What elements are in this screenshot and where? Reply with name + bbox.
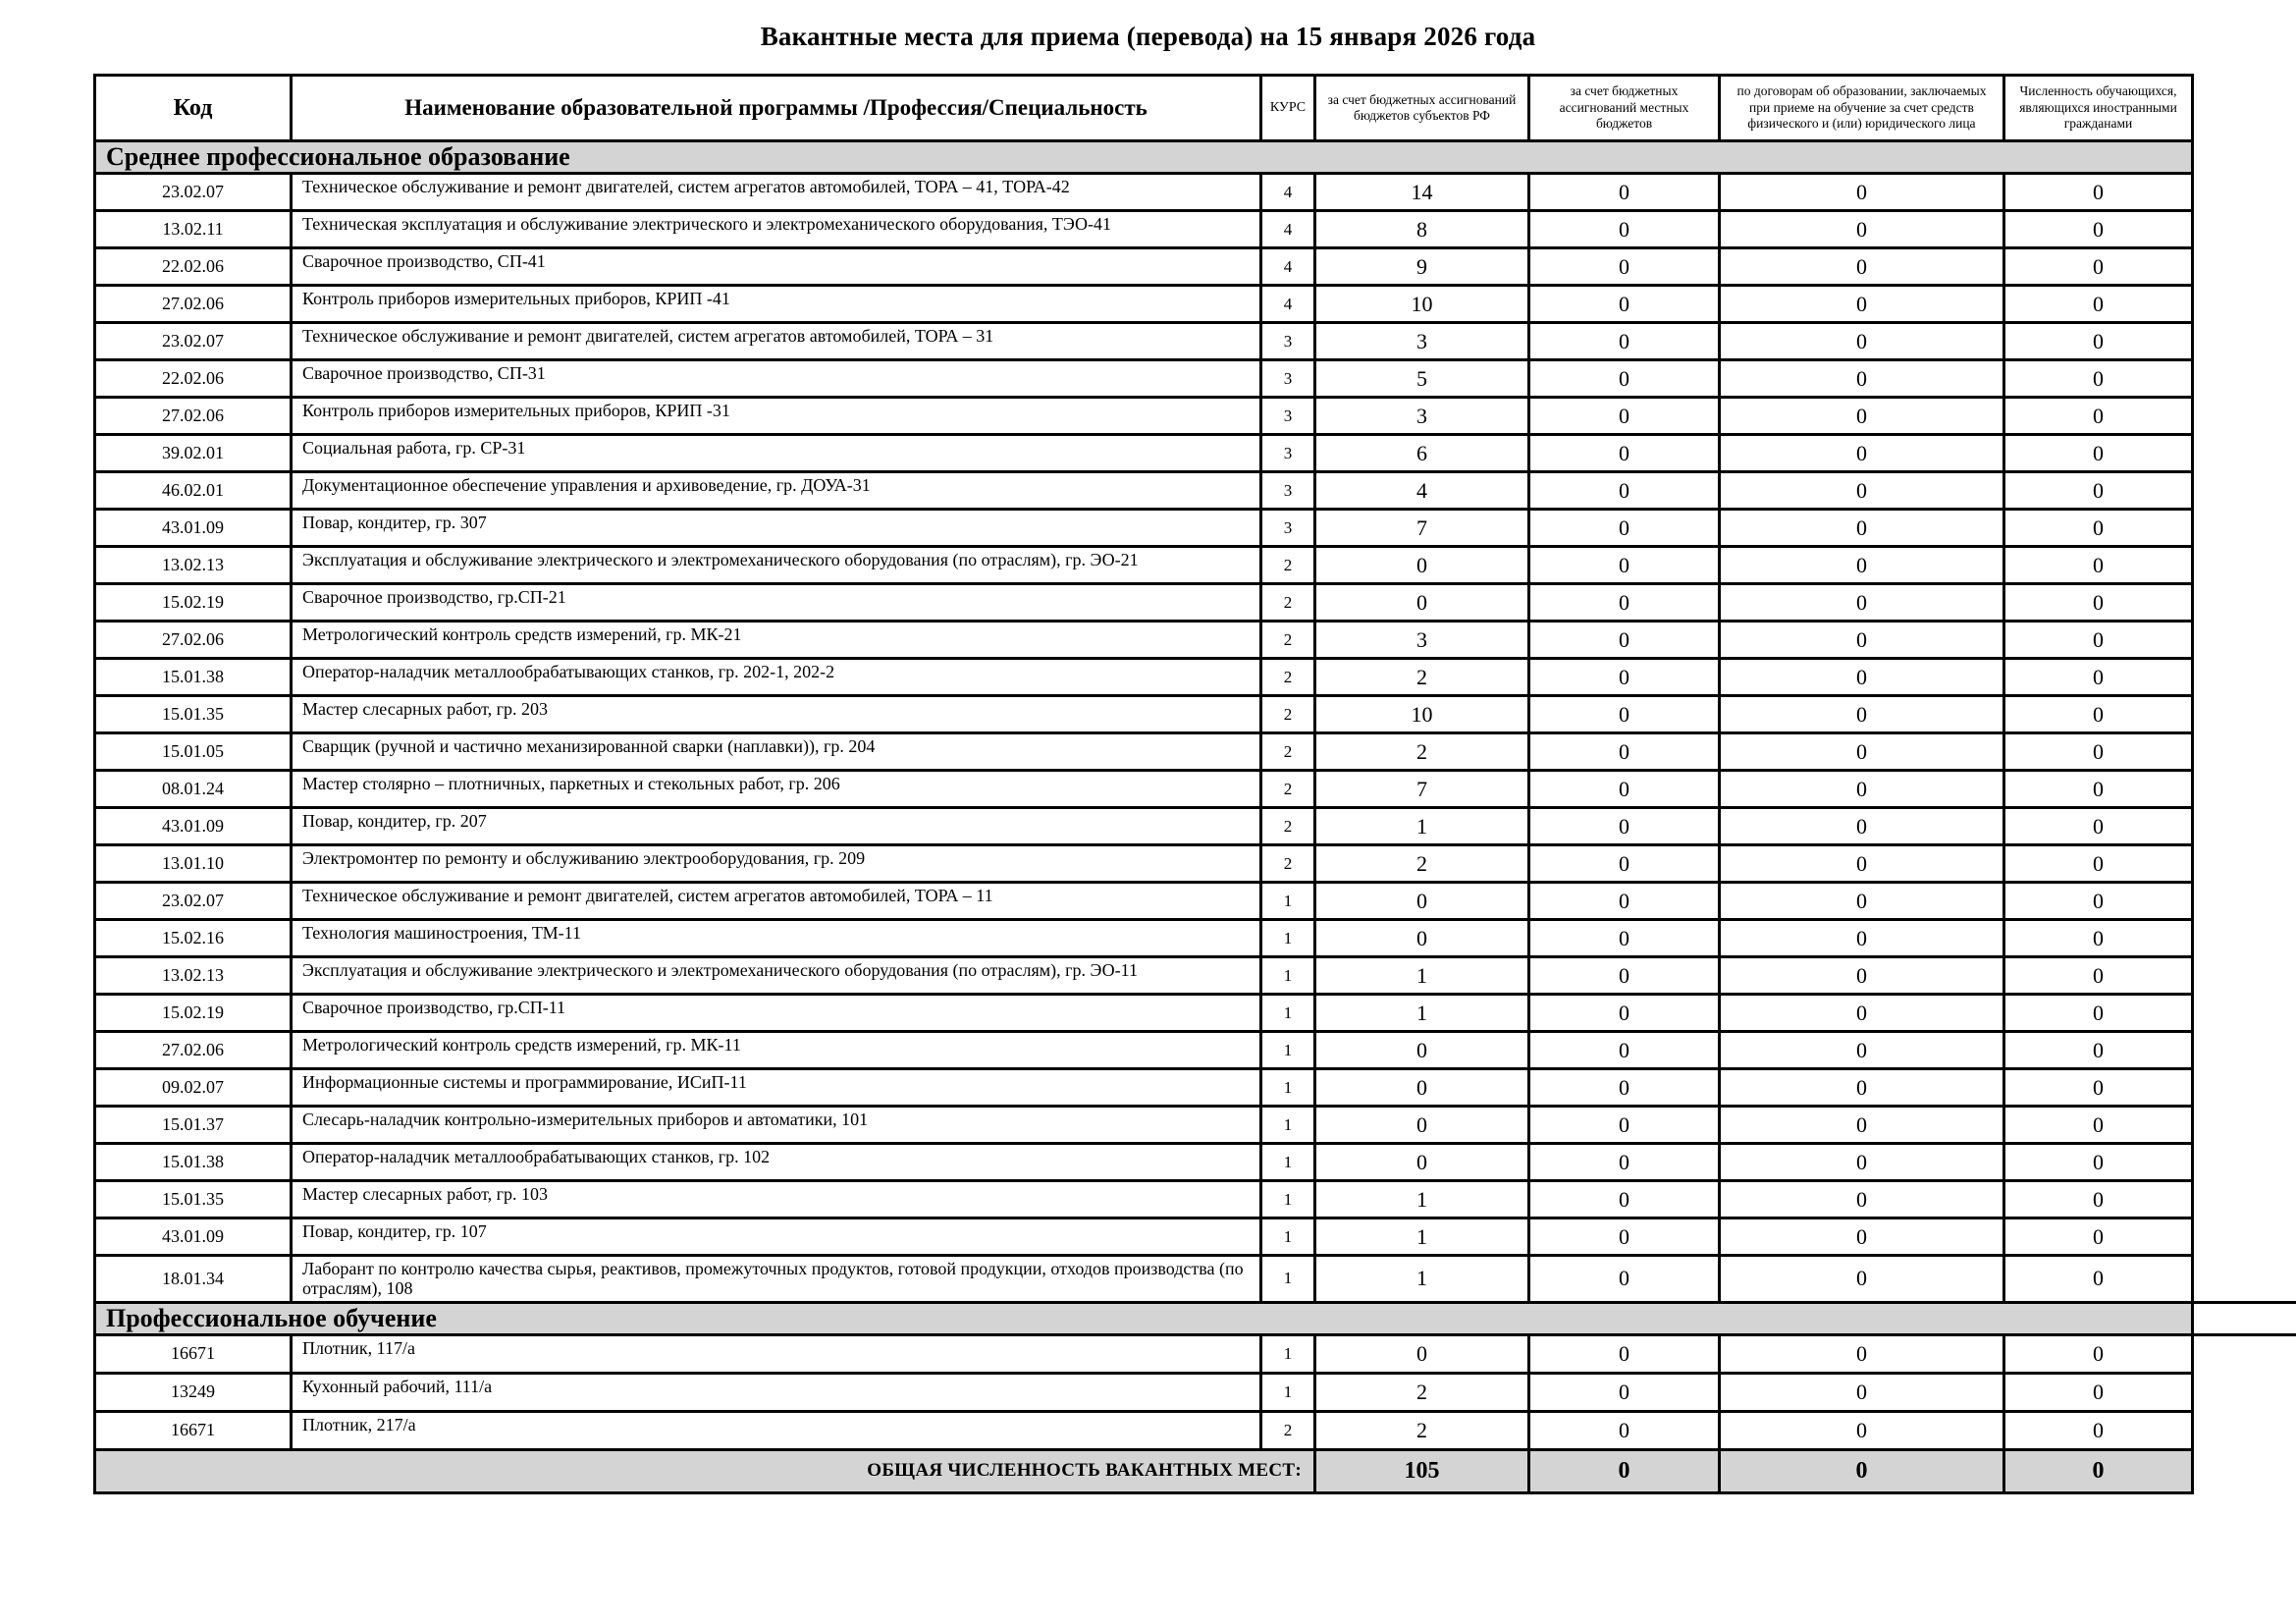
- value-cell: 0: [1720, 1032, 2004, 1069]
- contract-column-header: по договорам об образовании, заключаемых при приеме на обучение за счет средств физического и (или) юридического лица: [1720, 76, 2004, 141]
- table-row: [95, 323, 2193, 360]
- value-cell: 10: [1315, 696, 1529, 733]
- value-cell: 0: [1720, 510, 2004, 547]
- table-row: [95, 995, 2193, 1032]
- value-cell: 0: [1529, 398, 1720, 435]
- course-cell: 2: [1261, 845, 1315, 883]
- value-cell: 0: [1529, 1411, 1720, 1449]
- program-name-cell: Эксплуатация и обслуживание электрического и электромеханического оборудования (по отраслям), гр. ЭО-11: [292, 957, 1261, 995]
- value-cell: 0: [1529, 472, 1720, 510]
- value-cell: 0: [1529, 696, 1720, 733]
- program-name-cell: Документационное обеспечение управления и архивоведение, гр. ДОУА-31: [292, 472, 1261, 510]
- document-title: Вакантные места для приема (перевода) на 15 января 2026 года: [760, 22, 1536, 51]
- program-name-cell: Технология машиностроения, ТМ-11: [292, 920, 1261, 957]
- code-cell: 13249: [95, 1373, 292, 1411]
- foreign-students-column-header: Численность обучающихся, являющихся иностранными гражданами: [2004, 76, 2193, 141]
- table-header-row: [95, 76, 2193, 141]
- value-cell: 3: [1315, 323, 1529, 360]
- table-row: [95, 584, 2193, 622]
- course-cell: 1: [1261, 1069, 1315, 1107]
- program-name-cell: Техническое обслуживание и ремонт двигателей, систем агрегатов автомобилей, ТОРА – 41, ТОРА-42: [292, 174, 1261, 211]
- table-row: [95, 920, 2193, 957]
- program-name-cell: Метрологический контроль средств измерений, гр. МК-11: [292, 1032, 1261, 1069]
- table-body: [95, 141, 2193, 1450]
- course-cell: 1: [1261, 1144, 1315, 1181]
- value-cell: 0: [1529, 622, 1720, 659]
- total-value-cell: 0: [2004, 1449, 2193, 1492]
- program-name-cell: Техническая эксплуатация и обслуживание электрического и электромеханического оборудования, ТЭО-41: [292, 211, 1261, 248]
- value-cell: 0: [1720, 920, 2004, 957]
- value-cell: 0: [1720, 174, 2004, 211]
- program-name-cell: Контроль приборов измерительных приборов, КРИП -41: [292, 286, 1261, 323]
- value-cell: 8: [1315, 211, 1529, 248]
- value-cell: 0: [2004, 771, 2193, 808]
- value-cell: 0: [1720, 547, 2004, 584]
- table-row: [95, 733, 2193, 771]
- code-cell: 27.02.06: [95, 1032, 292, 1069]
- value-cell: 2: [1315, 1411, 1529, 1449]
- value-cell: 0: [2004, 622, 2193, 659]
- value-cell: 7: [1315, 771, 1529, 808]
- regional-budget-column-header: за счет бюджетных ассигнований бюджетов субъектов РФ: [1315, 76, 1529, 141]
- value-cell: 2: [1315, 845, 1529, 883]
- value-cell: 0: [1529, 1032, 1720, 1069]
- value-cell: 0: [1720, 1334, 2004, 1373]
- code-cell: 13.02.11: [95, 211, 292, 248]
- program-name-cell: Плотник, 117/а: [292, 1334, 1261, 1373]
- code-cell: 39.02.01: [95, 435, 292, 472]
- value-cell: 0: [1720, 1256, 2004, 1303]
- value-cell: 4: [1315, 472, 1529, 510]
- edge-line: [2189, 1301, 2296, 1304]
- program-name-cell: Социальная работа, гр. СР-31: [292, 435, 1261, 472]
- code-cell: 18.01.34: [95, 1256, 292, 1303]
- value-cell: 0: [1529, 323, 1720, 360]
- value-cell: 0: [1529, 286, 1720, 323]
- code-cell: 15.01.35: [95, 696, 292, 733]
- value-cell: 0: [1720, 696, 2004, 733]
- value-cell: 0: [2004, 472, 2193, 510]
- value-cell: 2: [1315, 733, 1529, 771]
- value-cell: 0: [1529, 808, 1720, 845]
- program-name-cell: Мастер слесарных работ, гр. 203: [292, 696, 1261, 733]
- total-value-cell: 105: [1315, 1449, 1529, 1492]
- value-cell: 2: [1315, 1373, 1529, 1411]
- value-cell: 0: [2004, 248, 2193, 286]
- value-cell: 0: [1529, 1373, 1720, 1411]
- value-cell: 0: [1720, 1107, 2004, 1144]
- table-row: [95, 360, 2193, 398]
- value-cell: 0: [2004, 808, 2193, 845]
- code-cell: 23.02.07: [95, 883, 292, 920]
- value-cell: 0: [2004, 659, 2193, 696]
- code-cell: 27.02.06: [95, 398, 292, 435]
- program-name-cell: Оператор-наладчик металлообрабатывающих станков, гр. 202-1, 202-2: [292, 659, 1261, 696]
- code-cell: 13.02.13: [95, 547, 292, 584]
- value-cell: 0: [2004, 1032, 2193, 1069]
- value-cell: 5: [1315, 360, 1529, 398]
- value-cell: 0: [1529, 957, 1720, 995]
- table-row: [95, 808, 2193, 845]
- course-cell: 2: [1261, 547, 1315, 584]
- value-cell: 0: [1720, 435, 2004, 472]
- course-cell: 2: [1261, 771, 1315, 808]
- program-name-cell: Сварочное производство, СП-41: [292, 248, 1261, 286]
- course-cell: 2: [1261, 696, 1315, 733]
- value-cell: 0: [1529, 1144, 1720, 1181]
- value-cell: 0: [1720, 360, 2004, 398]
- footer-row: [95, 1449, 2193, 1492]
- section-header-row: [95, 1302, 2193, 1334]
- program-name-cell: Сварщик (ручной и частично механизированной сварки (наплавки)), гр. 204: [292, 733, 1261, 771]
- value-cell: 0: [1529, 1334, 1720, 1373]
- value-cell: 7: [1315, 510, 1529, 547]
- local-budget-column-header: за счет бюджетных ассигнований местных бюджетов: [1529, 76, 1720, 141]
- value-cell: 1: [1315, 995, 1529, 1032]
- value-cell: 0: [1529, 211, 1720, 248]
- code-cell: 22.02.06: [95, 360, 292, 398]
- total-value-cell: 0: [1720, 1449, 2004, 1492]
- value-cell: 0: [1529, 659, 1720, 696]
- value-cell: 0: [2004, 920, 2193, 957]
- value-cell: 0: [2004, 584, 2193, 622]
- value-cell: 0: [2004, 323, 2193, 360]
- value-cell: 0: [2004, 1411, 2193, 1449]
- course-cell: 1: [1261, 1107, 1315, 1144]
- value-cell: 0: [2004, 174, 2193, 211]
- total-label-cell: ОБЩАЯ ЧИСЛЕННОСТЬ ВАКАНТНЫХ МЕСТ:: [95, 1449, 1315, 1492]
- course-cell: 1: [1261, 1218, 1315, 1256]
- course-cell: 1: [1261, 1373, 1315, 1411]
- value-cell: 0: [1315, 1069, 1529, 1107]
- table-row: [95, 883, 2193, 920]
- value-cell: 0: [2004, 883, 2193, 920]
- table-row: [95, 435, 2193, 472]
- program-name-cell: Повар, кондитер, гр. 307: [292, 510, 1261, 547]
- value-cell: 0: [1315, 1032, 1529, 1069]
- value-cell: 0: [2004, 1144, 2193, 1181]
- table-row: [95, 1256, 2193, 1303]
- program-name-cell: Сварочное производство, гр.СП-21: [292, 584, 1261, 622]
- course-cell: 3: [1261, 472, 1315, 510]
- value-cell: 0: [1529, 174, 1720, 211]
- value-cell: 0: [1529, 1256, 1720, 1303]
- value-cell: 0: [2004, 957, 2193, 995]
- value-cell: 9: [1315, 248, 1529, 286]
- program-name-cell: Электромонтер по ремонту и обслуживанию электрооборудования, гр. 209: [292, 845, 1261, 883]
- course-cell: 1: [1261, 957, 1315, 995]
- code-cell: 08.01.24: [95, 771, 292, 808]
- course-cell: 1: [1261, 883, 1315, 920]
- table-row: [95, 1373, 2193, 1411]
- table-row: [95, 510, 2193, 547]
- code-cell: 22.02.06: [95, 248, 292, 286]
- code-cell: 43.01.09: [95, 1218, 292, 1256]
- value-cell: 0: [1529, 547, 1720, 584]
- value-cell: 0: [1315, 920, 1529, 957]
- program-name-cell: Сварочное производство, гр.СП-11: [292, 995, 1261, 1032]
- code-cell: 43.01.09: [95, 808, 292, 845]
- value-cell: 0: [1315, 547, 1529, 584]
- value-cell: 10: [1315, 286, 1529, 323]
- code-cell: 27.02.06: [95, 622, 292, 659]
- program-name-cell: Техническое обслуживание и ремонт двигателей, систем агрегатов автомобилей, ТОРА – 31: [292, 323, 1261, 360]
- table-row: [95, 1411, 2193, 1449]
- value-cell: 0: [2004, 696, 2193, 733]
- course-cell: 2: [1261, 659, 1315, 696]
- value-cell: 0: [1720, 883, 2004, 920]
- table-row: [95, 248, 2193, 286]
- code-cell: 23.02.07: [95, 323, 292, 360]
- value-cell: 0: [2004, 398, 2193, 435]
- value-cell: 0: [1720, 248, 2004, 286]
- value-cell: 0: [1529, 771, 1720, 808]
- code-cell: 15.02.19: [95, 584, 292, 622]
- value-cell: 0: [2004, 510, 2193, 547]
- code-cell: 43.01.09: [95, 510, 292, 547]
- value-cell: 0: [1720, 584, 2004, 622]
- value-cell: 0: [1529, 1218, 1720, 1256]
- value-cell: 0: [1720, 211, 2004, 248]
- value-cell: 0: [2004, 1069, 2193, 1107]
- value-cell: 0: [2004, 995, 2193, 1032]
- table-row: [95, 622, 2193, 659]
- value-cell: 0: [2004, 547, 2193, 584]
- value-cell: 0: [1720, 472, 2004, 510]
- course-cell: 1: [1261, 920, 1315, 957]
- value-cell: 0: [1720, 808, 2004, 845]
- value-cell: 1: [1315, 1181, 1529, 1218]
- value-cell: 0: [2004, 286, 2193, 323]
- code-cell: 16671: [95, 1411, 292, 1449]
- code-cell: 13.02.13: [95, 957, 292, 995]
- section-label: Среднее профессиональное образование: [95, 141, 2193, 174]
- value-cell: 3: [1315, 622, 1529, 659]
- value-cell: 0: [1529, 920, 1720, 957]
- value-cell: 0: [1315, 1107, 1529, 1144]
- value-cell: 0: [2004, 1256, 2193, 1303]
- value-cell: 0: [1529, 510, 1720, 547]
- code-cell: 15.01.35: [95, 1181, 292, 1218]
- table-row: [95, 1107, 2193, 1144]
- table-row: [95, 1032, 2193, 1069]
- code-cell: 15.01.05: [95, 733, 292, 771]
- table-row: [95, 1144, 2193, 1181]
- value-cell: 0: [1720, 995, 2004, 1032]
- value-cell: 1: [1315, 1256, 1529, 1303]
- value-cell: 0: [2004, 435, 2193, 472]
- table-row: [95, 398, 2193, 435]
- table-row: [95, 286, 2193, 323]
- value-cell: 0: [1529, 1181, 1720, 1218]
- value-cell: 0: [1720, 398, 2004, 435]
- table-row: [95, 472, 2193, 510]
- code-cell: 27.02.06: [95, 286, 292, 323]
- code-cell: 15.01.38: [95, 659, 292, 696]
- value-cell: 0: [2004, 211, 2193, 248]
- code-cell: 23.02.07: [95, 174, 292, 211]
- value-cell: 0: [1315, 1144, 1529, 1181]
- value-cell: 1: [1315, 957, 1529, 995]
- value-cell: 0: [2004, 1373, 2193, 1411]
- value-cell: 0: [2004, 1334, 2193, 1373]
- program-name-cell: Сварочное производство, СП-31: [292, 360, 1261, 398]
- course-cell: 4: [1261, 174, 1315, 211]
- value-cell: 0: [2004, 1181, 2193, 1218]
- table-row: [95, 1334, 2193, 1373]
- program-name-cell: Повар, кондитер, гр. 207: [292, 808, 1261, 845]
- program-name-cell: Мастер столярно – плотничных, паркетных и стекольных работ, гр. 206: [292, 771, 1261, 808]
- section-header-row: [95, 141, 2193, 174]
- table-row: [95, 845, 2193, 883]
- value-cell: 6: [1315, 435, 1529, 472]
- value-cell: 0: [2004, 1218, 2193, 1256]
- program-name-cell: Кухонный рабочий, 111/а: [292, 1373, 1261, 1411]
- value-cell: 2: [1315, 659, 1529, 696]
- value-cell: 0: [1720, 1144, 2004, 1181]
- course-cell: 4: [1261, 211, 1315, 248]
- table-row: [95, 696, 2193, 733]
- code-cell: 15.02.16: [95, 920, 292, 957]
- course-cell: 2: [1261, 808, 1315, 845]
- value-cell: 3: [1315, 398, 1529, 435]
- value-cell: 0: [1529, 1069, 1720, 1107]
- value-cell: 0: [1720, 659, 2004, 696]
- value-cell: 0: [1529, 1107, 1720, 1144]
- table-row: [95, 957, 2193, 995]
- value-cell: 0: [1720, 957, 2004, 995]
- course-cell: 3: [1261, 510, 1315, 547]
- code-cell: 13.01.10: [95, 845, 292, 883]
- course-cell: 2: [1261, 1411, 1315, 1449]
- value-cell: 0: [1315, 1334, 1529, 1373]
- program-name-cell: Оператор-наладчик металлообрабатывающих станков, гр. 102: [292, 1144, 1261, 1181]
- program-name-cell: Повар, кондитер, гр. 107: [292, 1218, 1261, 1256]
- code-cell: 46.02.01: [95, 472, 292, 510]
- table-row: [95, 1181, 2193, 1218]
- program-name-cell: Техническое обслуживание и ремонт двигателей, систем агрегатов автомобилей, ТОРА – 11: [292, 883, 1261, 920]
- value-cell: 0: [1720, 771, 2004, 808]
- course-cell: 2: [1261, 733, 1315, 771]
- value-cell: 0: [1720, 1181, 2004, 1218]
- value-cell: 1: [1315, 808, 1529, 845]
- code-cell: 15.02.19: [95, 995, 292, 1032]
- code-cell: 09.02.07: [95, 1069, 292, 1107]
- course-cell: 4: [1261, 286, 1315, 323]
- value-cell: 0: [1720, 323, 2004, 360]
- value-cell: 0: [1529, 733, 1720, 771]
- course-cell: 1: [1261, 995, 1315, 1032]
- table-row: [95, 771, 2193, 808]
- value-cell: 0: [1315, 883, 1529, 920]
- value-cell: 0: [1529, 584, 1720, 622]
- value-cell: 0: [2004, 1107, 2193, 1144]
- course-cell: 3: [1261, 323, 1315, 360]
- value-cell: 0: [1720, 286, 2004, 323]
- course-cell: 1: [1261, 1334, 1315, 1373]
- table-row: [95, 211, 2193, 248]
- value-cell: 0: [1720, 1069, 2004, 1107]
- value-cell: 0: [2004, 733, 2193, 771]
- table-row: [95, 1218, 2193, 1256]
- value-cell: 0: [1529, 435, 1720, 472]
- course-cell: 1: [1261, 1181, 1315, 1218]
- edge-line: [2189, 1333, 2296, 1336]
- code-column-header: Код: [95, 76, 292, 141]
- table-row: [95, 174, 2193, 211]
- course-cell: 2: [1261, 584, 1315, 622]
- program-name-cell: Информационные системы и программирование, ИСиП-11: [292, 1069, 1261, 1107]
- table-row: [95, 1069, 2193, 1107]
- course-cell: 4: [1261, 248, 1315, 286]
- value-cell: 0: [1529, 845, 1720, 883]
- value-cell: 0: [2004, 845, 2193, 883]
- value-cell: 0: [1720, 733, 2004, 771]
- program-name-cell: Метрологический контроль средств измерений, гр. МК-21: [292, 622, 1261, 659]
- value-cell: 14: [1315, 174, 1529, 211]
- course-cell: 3: [1261, 435, 1315, 472]
- course-cell: 1: [1261, 1256, 1315, 1303]
- course-cell: 2: [1261, 622, 1315, 659]
- code-cell: 15.01.37: [95, 1107, 292, 1144]
- table-row: [95, 547, 2193, 584]
- program-name-cell: Эксплуатация и обслуживание электрического и электромеханического оборудования (по отраслям), гр. ЭО-21: [292, 547, 1261, 584]
- value-cell: 0: [1529, 883, 1720, 920]
- value-cell: 0: [1720, 1218, 2004, 1256]
- value-cell: 1: [1315, 1218, 1529, 1256]
- value-cell: 0: [1315, 584, 1529, 622]
- program-name-cell: Мастер слесарных работ, гр. 103: [292, 1181, 1261, 1218]
- value-cell: 0: [1720, 622, 2004, 659]
- value-cell: 0: [1720, 1411, 2004, 1449]
- value-cell: 0: [1529, 248, 1720, 286]
- course-cell: 3: [1261, 398, 1315, 435]
- code-cell: 15.01.38: [95, 1144, 292, 1181]
- program-name-cell: Контроль приборов измерительных приборов, КРИП -31: [292, 398, 1261, 435]
- section-label: Профессиональное обучение: [95, 1302, 2193, 1334]
- total-value-cell: 0: [1529, 1449, 1720, 1492]
- program-name-cell: Плотник, 217/а: [292, 1411, 1261, 1449]
- value-cell: 0: [1720, 845, 2004, 883]
- vacancy-table: [93, 74, 2194, 1494]
- course-column-header: КУРС: [1261, 76, 1315, 141]
- code-cell: 16671: [95, 1334, 292, 1373]
- program-column-header: Наименование образовательной программы /Профессия/Специальность: [292, 76, 1261, 141]
- program-name-cell: Лаборант по контролю качества сырья, реактивов, промежуточных продуктов, готовой продукции, отходов производства (по отраслям), 108: [292, 1256, 1261, 1303]
- value-cell: 0: [1529, 995, 1720, 1032]
- course-cell: 1: [1261, 1032, 1315, 1069]
- value-cell: 0: [1529, 360, 1720, 398]
- value-cell: 0: [2004, 360, 2193, 398]
- course-cell: 3: [1261, 360, 1315, 398]
- program-name-cell: Слесарь-наладчик контрольно-измерительных приборов и автоматики, 101: [292, 1107, 1261, 1144]
- table-row: [95, 659, 2193, 696]
- value-cell: 0: [1720, 1373, 2004, 1411]
